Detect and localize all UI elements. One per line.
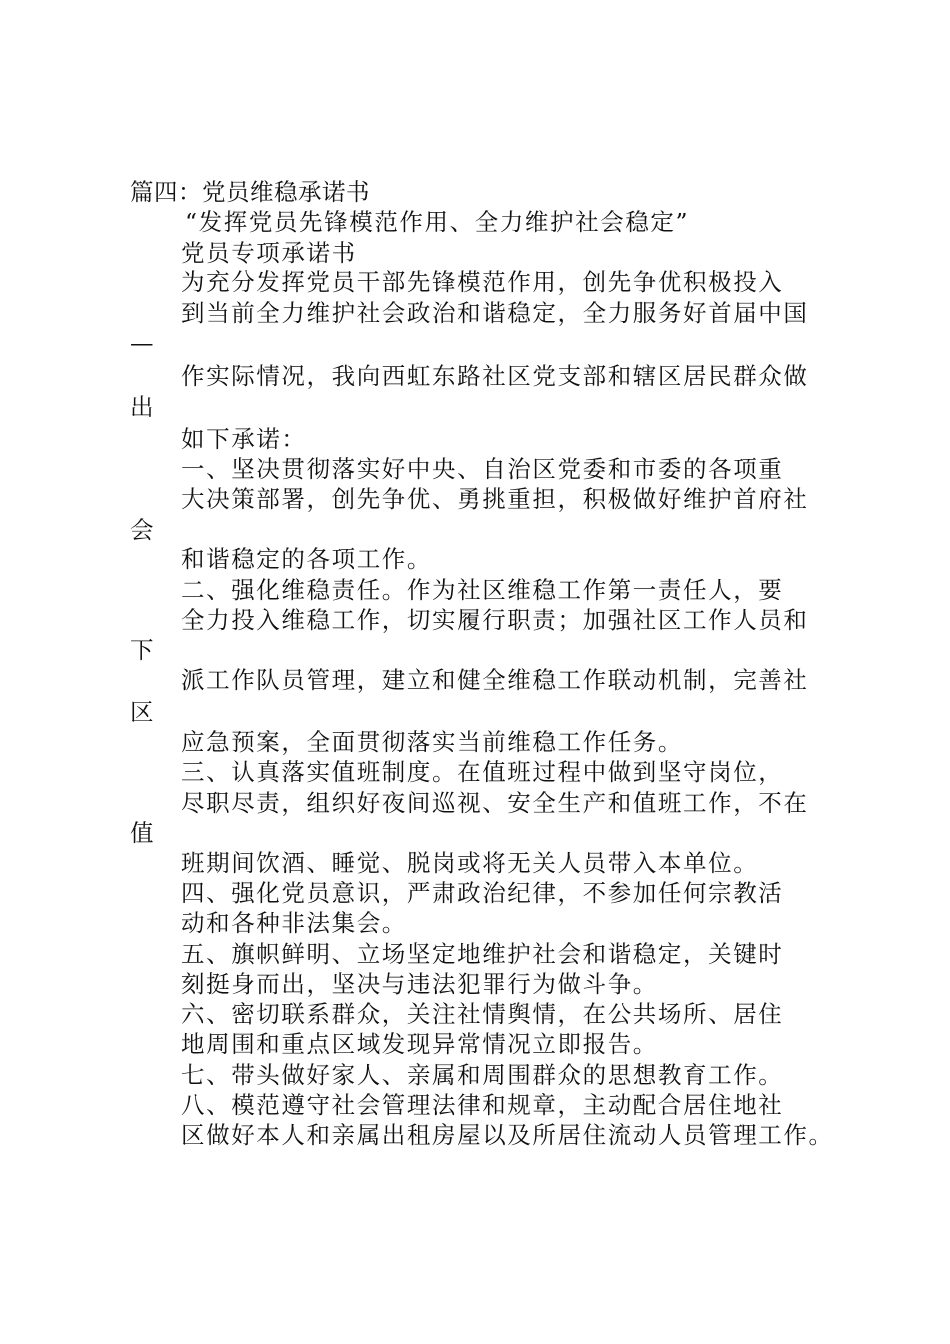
text-line-fragment: —	[130, 329, 156, 357]
text-line: 四、强化党员意识，严肃政治纪律，不参加任何宗教活	[181, 879, 784, 907]
text-line: 一、坚决贯彻落实好中央、自治区党委和市委的各项重	[181, 455, 784, 483]
subtitle-line: 党员专项承诺书	[181, 239, 357, 267]
text-line: 七、带头做好家人、亲属和周围群众的思想教育工作。	[181, 1061, 784, 1089]
text-line: 派工作队员管理，建立和健全维稳工作联动机制，完善社	[181, 666, 809, 694]
text-line: 二、强化维稳责任。作为社区维稳工作第一责任人，要	[181, 576, 784, 604]
text-line: 八、模范遵守社会管理法律和规章，主动配合居住地社	[181, 1091, 784, 1119]
text-line: 五、旗帜鲜明、立场坚定地维护社会和谐稳定，关键时	[181, 940, 784, 968]
text-line: 区做好本人和亲属出租房屋以及所居住流动人员管理工作。	[181, 1121, 834, 1149]
text-line: 到当前全力维护社会政治和谐稳定，全力服务好首届中国	[181, 299, 809, 327]
text-line-fragment: 值	[130, 819, 156, 847]
text-line: 应急预案，全面贯彻落实当前维稳工作任务。	[181, 728, 683, 756]
text-line-fragment: 下	[130, 636, 156, 664]
text-line: 为充分发挥党员干部先锋模范作用，创先争优积极投入	[181, 268, 784, 296]
text-line-fragment: 会	[130, 516, 156, 544]
text-line: 三、认真落实值班制度。在值班过程中做到坚守岗位，	[181, 758, 784, 786]
text-line-fragment: 出	[130, 393, 156, 421]
text-line: 如下承诺：	[181, 425, 307, 453]
text-line-fragment: 区	[130, 698, 156, 726]
text-line: 六、密切联系群众，关注社情舆情，在公共场所、居住	[181, 1000, 784, 1028]
text-line: 动和各种非法集会。	[181, 909, 407, 937]
text-line: 班期间饮酒、睡觉、脱岗或将无关人员带入本单位。	[181, 849, 759, 877]
text-line: 和谐稳定的各项工作。	[181, 545, 432, 573]
document-title: 篇四：党员维稳承诺书	[130, 178, 370, 206]
text-line: 刻挺身而出，坚决与违法犯罪行为做斗争。	[181, 970, 658, 998]
text-line: 全力投入维稳工作，切实履行职责；加强社区工作人员和	[181, 606, 809, 634]
text-line: 尽职尽责，组织好夜间巡视、安全生产和值班工作，不在	[181, 789, 809, 817]
text-line: 大决策部署，创先争优、勇挑重担，积极做好维护首府社	[181, 485, 809, 513]
slogan-line: “发挥党员先锋模范作用、全力维护社会稳定”	[185, 208, 690, 236]
text-line: 地周围和重点区域发现异常情况立即报告。	[181, 1030, 658, 1058]
text-line: 作实际情况，我向西虹东路社区党支部和辖区居民群众做	[181, 362, 809, 390]
